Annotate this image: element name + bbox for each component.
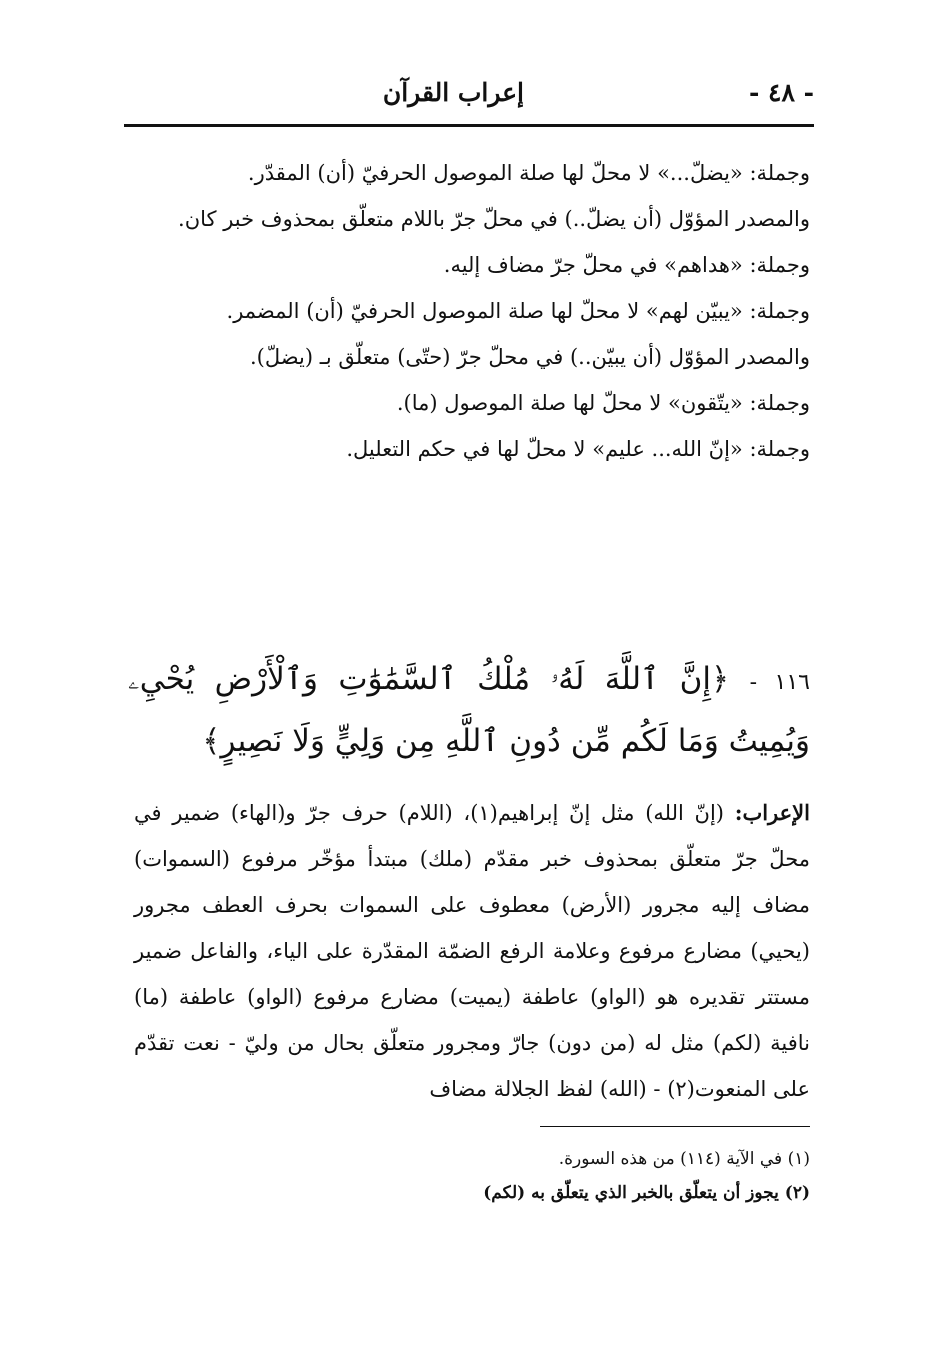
quran-verse <box>128 650 810 770</box>
paragraph: وجملة: «هداهم» في محلّ جرّ مضاف إليه. <box>443 253 810 277</box>
paragraph: وجملة: «يضلّ...» لا محلّ لها صلة الموصول الحرفيّ (أن) المقدّر. <box>247 161 810 185</box>
paragraph: وجملة: «يتّقون» لا محلّ لها صلة الموصول (ما). <box>396 391 810 415</box>
book-title: إعراب القرآن <box>382 78 524 107</box>
footnotes <box>430 1142 810 1210</box>
page-number: - ٤٨ - <box>748 78 814 107</box>
irab-label: الإعراب: <box>734 800 810 825</box>
irab-section <box>134 790 810 1112</box>
main-text <box>134 150 810 472</box>
paragraph: والمصدر المؤوّل (أن يبيّن..) في محلّ جرّ (حتّى) متعلّق بـ (يضلّ). <box>250 345 810 369</box>
footnote: (١) في الآية (١١٤) من هذه السورة. <box>558 1149 810 1169</box>
paragraph: وجملة: «يبيّن لهم» لا محلّ لها صلة الموصول الحرفيّ (أن) المضمر. <box>226 299 810 323</box>
header-divider <box>124 124 814 127</box>
paragraph: والمصدر المؤوّل (أن يضلّ..) في محلّ جرّ باللام متعلّق بمحذوف خبر كان. <box>178 207 810 231</box>
footnote: (٢) يجوز أن يتعلّق بالخبر الذي يتعلّق به (لكم) <box>483 1183 810 1203</box>
footnote-divider <box>540 1126 810 1127</box>
paragraph: وجملة: «إنّ الله... عليم» لا محلّ لها في حكم التعليل. <box>346 437 810 461</box>
verse-number: ١١٦ - <box>749 670 810 695</box>
page-header <box>124 74 814 114</box>
irab-text: (إنّ الله) مثل إنّ إبراهيم(١)، (اللام) حرف جرّ و(الهاء) ضمير في محلّ جرّ متعلّق بمحذوف خبر مقدّم (ملك) مبتدأ مؤخّر مرفوع (السموات) مضاف إليه مجرور (الأرض) معطوف على السموات بحرف العطف مجرور (يحيي) مضارع مرفوع وعلامة الرفع الضمّة المقدّرة على الياء، والفاعل ضمير مستتر تقديره هو (الواو) عاطفة (يميت) مضارع مرفوع (الواو) عاطفة (ما) نافية (لكم) مثل له (من دون) جارّ ومجرور متعلّق بحال من وليّ - نعت تقدّم على المنعوت(٢) - (الله) لفظ الجلالة مضاف <box>134 801 810 1101</box>
verse-text: ﴿إِنَّ ٱللَّهَ لَهُۥ مُلْكُ ٱلسَّمَٰوَٰتِ وَٱلْأَرْضِ يُحْيِۦ وَيُمِيتُ وَمَا لَكُم مِّن دُونِ ٱللَّهِ مِن وَلِيٍّ وَلَا نَصِيرٍ﴾ <box>128 661 810 759</box>
